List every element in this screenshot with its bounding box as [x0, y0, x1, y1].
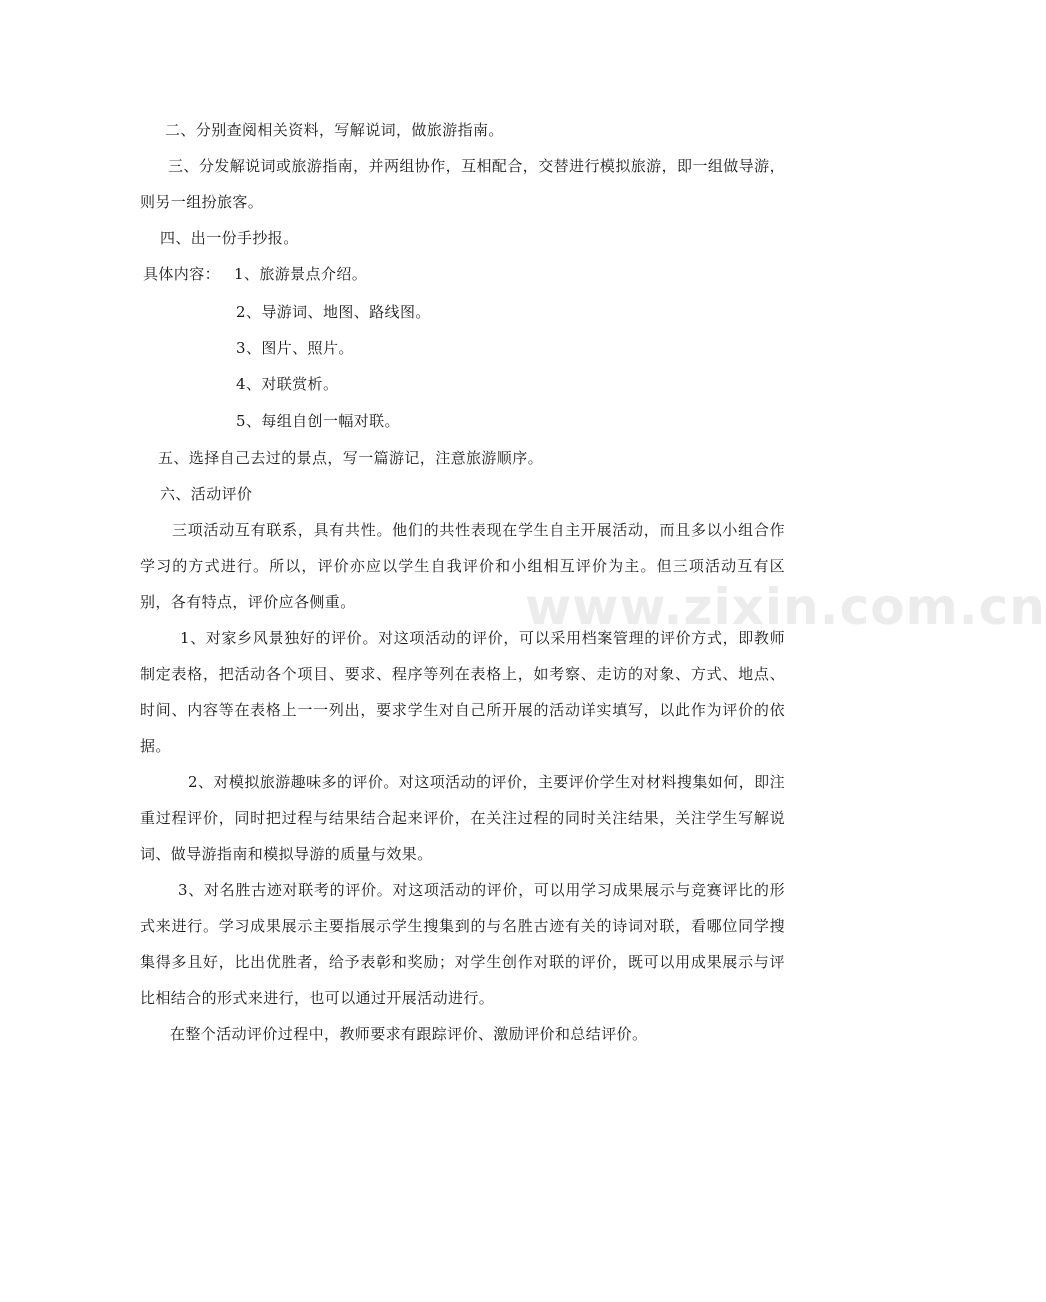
- evaluation-item-3-paragraph: 3、对名胜古迹对联考的评价。对这项活动的评价，可以用学习成果展示与竞赛评比的形式来进行。学习成果展示主要指展示学生搜集到的与名胜古迹有关的诗词对联，看哪位同学搜集得多且好，比出优胜者，给予表彰和奖励；对学生创作对联的评价，既可以用成果展示与评比相结合的形式来进行，也可以通过开展活动进行。: [140, 881, 785, 1007]
- evaluation-heading: 六、活动评价: [160, 485, 253, 503]
- step-three-paragraph: 三、分发解说词或旅游指南，并两组协作，互相配合，交替进行模拟旅游，即一组做导游，则另一组扮旅客。: [140, 157, 785, 211]
- evaluation-summary-paragraph: 在整个活动评价过程中，教师要求有跟踪评价、激励评价和总结评价。: [170, 1025, 648, 1043]
- step-five-line: 五、选择自己去过的景点，写一篇游记，注意旅游顺序。: [158, 449, 544, 467]
- content-item-5: 5、每组自创一幅对联。: [236, 412, 400, 430]
- watermark-text: www.zixin.com.cn: [525, 578, 1046, 636]
- content-item-3: 3、图片、照片。: [236, 339, 354, 357]
- step-two-line: 二、分别查阅相关资料，写解说词，做旅游指南。: [165, 121, 504, 139]
- evaluation-item-2-paragraph: 2、对模拟旅游趣味多的评价。对这项活动的评价，主要评价学生对材料搜集如何，即注重过程评价，同时把过程与结果结合起来评价，在关注过程的同时关注结果，关注学生写解说词、做导游指南和模拟导游的质量与效果。: [140, 773, 785, 863]
- content-label: 具体内容：: [143, 265, 221, 283]
- content-item-4: 4、对联赏析。: [236, 375, 339, 393]
- step-four-line: 四、出一份手抄报。: [160, 229, 299, 247]
- evaluation-intro-paragraph: 三项活动互有联系，具有共性。他们的共性表现在学生自主开展活动，而且多以小组合作学习的方式进行。所以，评价亦应以学生自我评价和小组相互评价为主。但三项活动互有区别，各有特点，评价应各侧重。: [140, 521, 785, 611]
- evaluation-item-1-paragraph: 1、对家乡风景独好的评价。对这项活动的评价，可以采用档案管理的评价方式，即教师制定表格，把活动各个项目、要求、程序等列在表格上，如考察、走访的对象、方式、地点、时间、内容等在表格上一一列出，要求学生对自己所开展的活动详实填写，以此作为评价的依据。: [140, 629, 785, 755]
- content-item-2: 2、导游词、地图、路线图。: [236, 303, 431, 321]
- content-item-1: 1、旅游景点介绍。: [234, 265, 368, 283]
